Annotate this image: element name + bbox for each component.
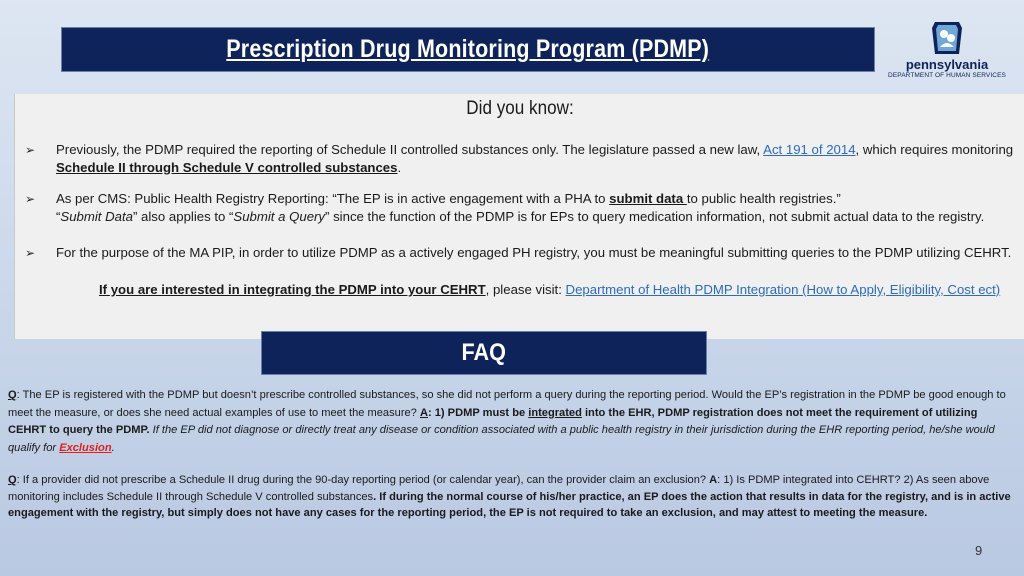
exclusion-emphasis: Exclusion <box>59 441 112 454</box>
submit-data-emphasis: submit data <box>609 191 687 206</box>
bullet-text: to public health registries.” <box>686 191 841 206</box>
bullet-text: ” also applies to “ <box>132 208 234 224</box>
bullet-ma-pip <box>25 244 1015 263</box>
bullet-text: As per CMS: Public Health Registry Reporting: “The EP is in active engagement with a PHA to <box>56 191 610 206</box>
question-marker: Q <box>8 389 17 401</box>
bullet-text: “ <box>56 208 61 224</box>
question-text: : If a provider did not prescribe a Schedule II drug during the 90-day reporting period (or calendar year), can the provider claim an exclusion? <box>16 474 710 486</box>
bullet-text: , which requires monitoring <box>855 142 1014 157</box>
act-191-link[interactable]: Act 191 of 2014 <box>763 142 856 157</box>
answer-text: into the EHR, PDMP registration does not meet the requirement of utilizing CEHRT to query the PDMP. <box>8 406 978 436</box>
submit-data-term: Submit Data <box>60 208 133 224</box>
doh-pdmp-integration-link[interactable]: Department of Health PDMP Integration (How to Apply, Eligibility, Cost ect) <box>565 282 1001 297</box>
arrow-bullet-icon: ➢ <box>25 143 36 157</box>
keystone-icon <box>929 20 965 56</box>
did-you-know-panel <box>14 94 1024 339</box>
panel-heading: Did you know: <box>466 98 574 119</box>
logo-department: DEPARTMENT OF HUMAN SERVICES <box>888 72 1006 79</box>
bullet-text: . <box>397 159 402 175</box>
integration-visit-line <box>99 281 1000 299</box>
answer-marker: A <box>709 474 718 486</box>
arrow-bullet-icon: ➢ <box>25 246 36 260</box>
bullet-cms <box>25 190 1015 225</box>
answer-marker: A <box>419 406 428 419</box>
answer-italic-text: If the EP did not diagnose or directly treat any disease or condition associated with a public health registry in their jurisdiction during the EHR reporting period, he/she would qualify for <box>8 424 995 454</box>
schedule-emphasis: Schedule II through Schedule V controlled substances <box>56 159 398 175</box>
submit-query-term: Submit a Query <box>233 208 326 224</box>
answer-text: : 1) Is PDMP integrated into CEHRT? 2) As seen above monitoring includes Schedule II through Schedule V controlled substances <box>8 474 990 503</box>
faq-item-2 <box>8 472 1012 522</box>
question-marker: Q <box>8 474 17 486</box>
page-number: 9 <box>975 543 983 558</box>
answer-bold-text: . If during the normal course of his/her practice, an EP does the action that results in data for the registry, and is in active engagement with the registry, but simply does not have any cases for the reporting period, the EP is not required to take an exclusion, and may attest to meeting the measure. <box>8 490 1011 519</box>
answer-italic-text: . <box>111 441 115 454</box>
title-banner <box>61 27 875 72</box>
faq-banner <box>261 331 707 375</box>
logo-state-name: pennsylvania <box>905 57 989 72</box>
answer-text: : 1) PDMP must be <box>427 406 529 419</box>
integration-prompt: If you are interested in integrating the PDMP into your CEHRT <box>99 282 486 297</box>
bullet-text: Previously, the PDMP required the reporting of Schedule II controlled substances only. The legislature passed a new law, <box>56 142 764 157</box>
bullet-text: ” since the function of the PDMP is for EPs to query medication information, not submit actual data to the registry. <box>325 208 985 224</box>
bullet-act-191 <box>25 141 1015 176</box>
integrated-emphasis: integrated <box>528 406 582 419</box>
bullet-text: For the purpose of the MA PIP, in order to utilize PDMP as a actively engaged PH registry, you must be meaningful submitting queries to the PDMP utilizing CEHRT. <box>56 245 1012 260</box>
pa-dhs-logo <box>888 20 1006 82</box>
question-text: : The EP is registered with the PDMP but doesn’t prescribe controlled substances, so she did not perform a query during the reporting period. Would the EP’s registration in the PDMP be good enough to meet the measure, or does she need actual examples of use to meet the measure? <box>8 389 1006 419</box>
arrow-bullet-icon: ➢ <box>25 192 36 206</box>
faq-item-1 <box>8 387 1012 457</box>
faq-title: FAQ <box>461 339 507 366</box>
visit-text: , please visit: <box>485 282 566 297</box>
page-title: Prescription Drug Monitoring Program (PDMP) <box>226 35 710 63</box>
